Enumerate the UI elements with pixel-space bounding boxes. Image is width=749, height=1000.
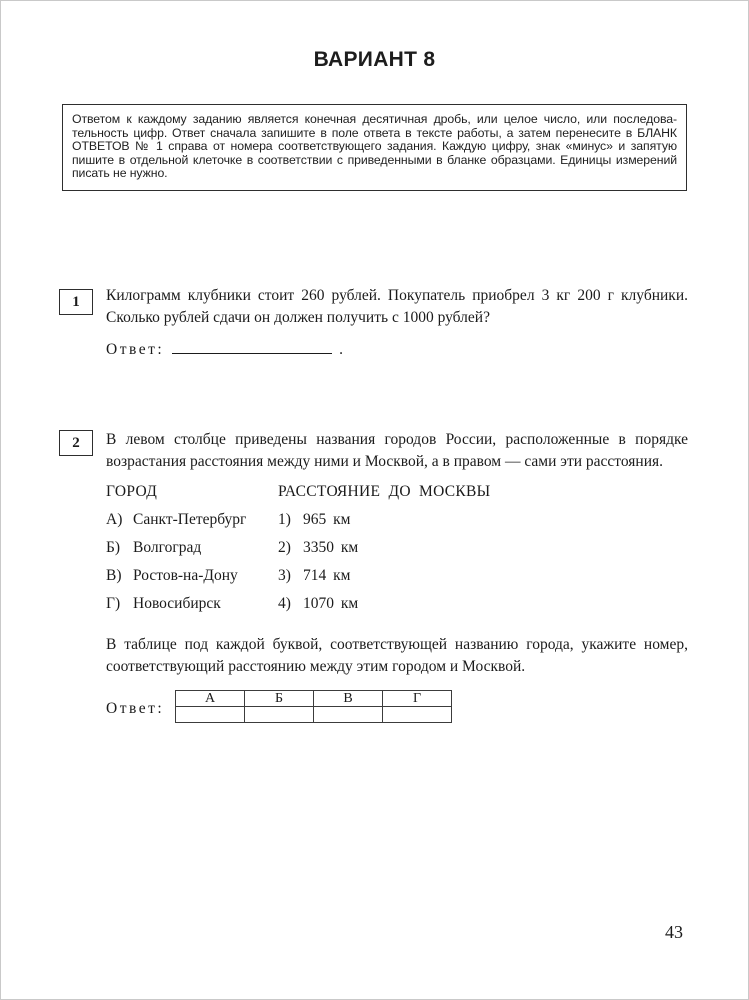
problem-1-answer-row [106,339,343,361]
right-column-header: РАССТОЯНИЕ ДО МОСКВЫ [278,483,491,500]
answer-blank-line [172,339,332,354]
list-item [106,593,688,615]
problem-2-line: В левом столбце приведены названия городов России, расположенные в порядке [106,431,688,448]
instructions-box [62,104,687,191]
answer-table-header-cell: В [314,691,383,707]
problem-2-line: возрастания расстояния между ними и Москвой, а в правом — сами эти расстояния. [106,453,664,470]
distance-value: 714 км [303,567,351,584]
answer-table-value-cell [176,707,245,723]
problem-1-line: Килограмм клубники стоит 260 рублей. Покупатель приобрел 3 кг 200 г клубники. [106,287,688,304]
problem-1-line: Сколько рублей сдачи он должен получить с 1000 рублей? [106,309,490,326]
problem-2-text [106,429,688,473]
instructions-line: тельность цифр. Ответ сначала запишите в поле ответа в тексте работы, а затем перенесите в БЛАНК [72,125,677,140]
answer-table-value-cell [383,707,452,723]
left-column-header: ГОРОД [106,483,158,500]
answer-suffix: . [339,341,344,358]
item-number: 1) [278,511,291,528]
city-name: Новосибирск [133,595,221,612]
answer-table-value-cell [245,707,314,723]
item-letter: А) [106,511,123,528]
item-letter: В) [106,567,122,584]
answer-table-header-cell: А [176,691,245,707]
problem-2-task-text [106,634,688,678]
answer-table-header-cell: Б [245,691,314,707]
answer-table-value-row [176,707,452,723]
problem-1-text [106,285,688,329]
city-distance-columns [106,481,688,611]
instructions-line: ОТВЕТОВ № 1 справа от номера соответствующего задания. Каждую цифру, знак «минус» и запятую [72,139,677,154]
city-name: Санкт-Петербург [133,511,247,528]
problem-1-number: 1 [72,294,80,310]
answer-label: Ответ: [106,700,165,717]
list-item [106,537,688,559]
task-line: В таблице под каждой буквой, соответствующей названию города, укажите номер, [106,636,688,653]
instructions-line: Ответом к каждому заданию является конечная десятичная дробь, или целое число, или последова- [72,112,677,126]
instructions-line: писать не нужно. [72,166,168,181]
item-number: 3) [278,567,291,584]
distance-value: 3350 км [303,539,359,556]
item-number: 4) [278,595,291,612]
item-letter: Г) [106,595,121,612]
distance-value: 1070 км [303,595,359,612]
answer-table-header-row [176,691,452,707]
city-name: Ростов-на-Дону [133,567,238,584]
problem-2-answer-row [106,698,164,720]
city-name: Волгоград [133,539,202,556]
task-line: соответствующий расстоянию между этим городом и Москвой. [106,658,526,675]
instructions-line: пишите в отдельной клеточке в соответствии с приведенными в бланке образцами. Единицы измерений [72,152,677,167]
page-title: ВАРИАНТ 8 [313,48,436,71]
answer-label: Ответ: [106,341,165,358]
problem-2-number: 2 [72,435,80,451]
problem-1-number-box [59,289,93,315]
item-letter: Б) [106,539,121,556]
list-item [106,509,688,531]
answer-table-header-cell: Г [383,691,452,707]
distance-value: 965 км [303,511,351,528]
column-headers [106,481,688,503]
answer-table [175,690,452,723]
list-item [106,565,688,587]
item-number: 2) [278,539,291,556]
page-number: 43 [665,922,683,942]
answer-table-value-cell [314,707,383,723]
problem-2-number-box [59,430,93,456]
